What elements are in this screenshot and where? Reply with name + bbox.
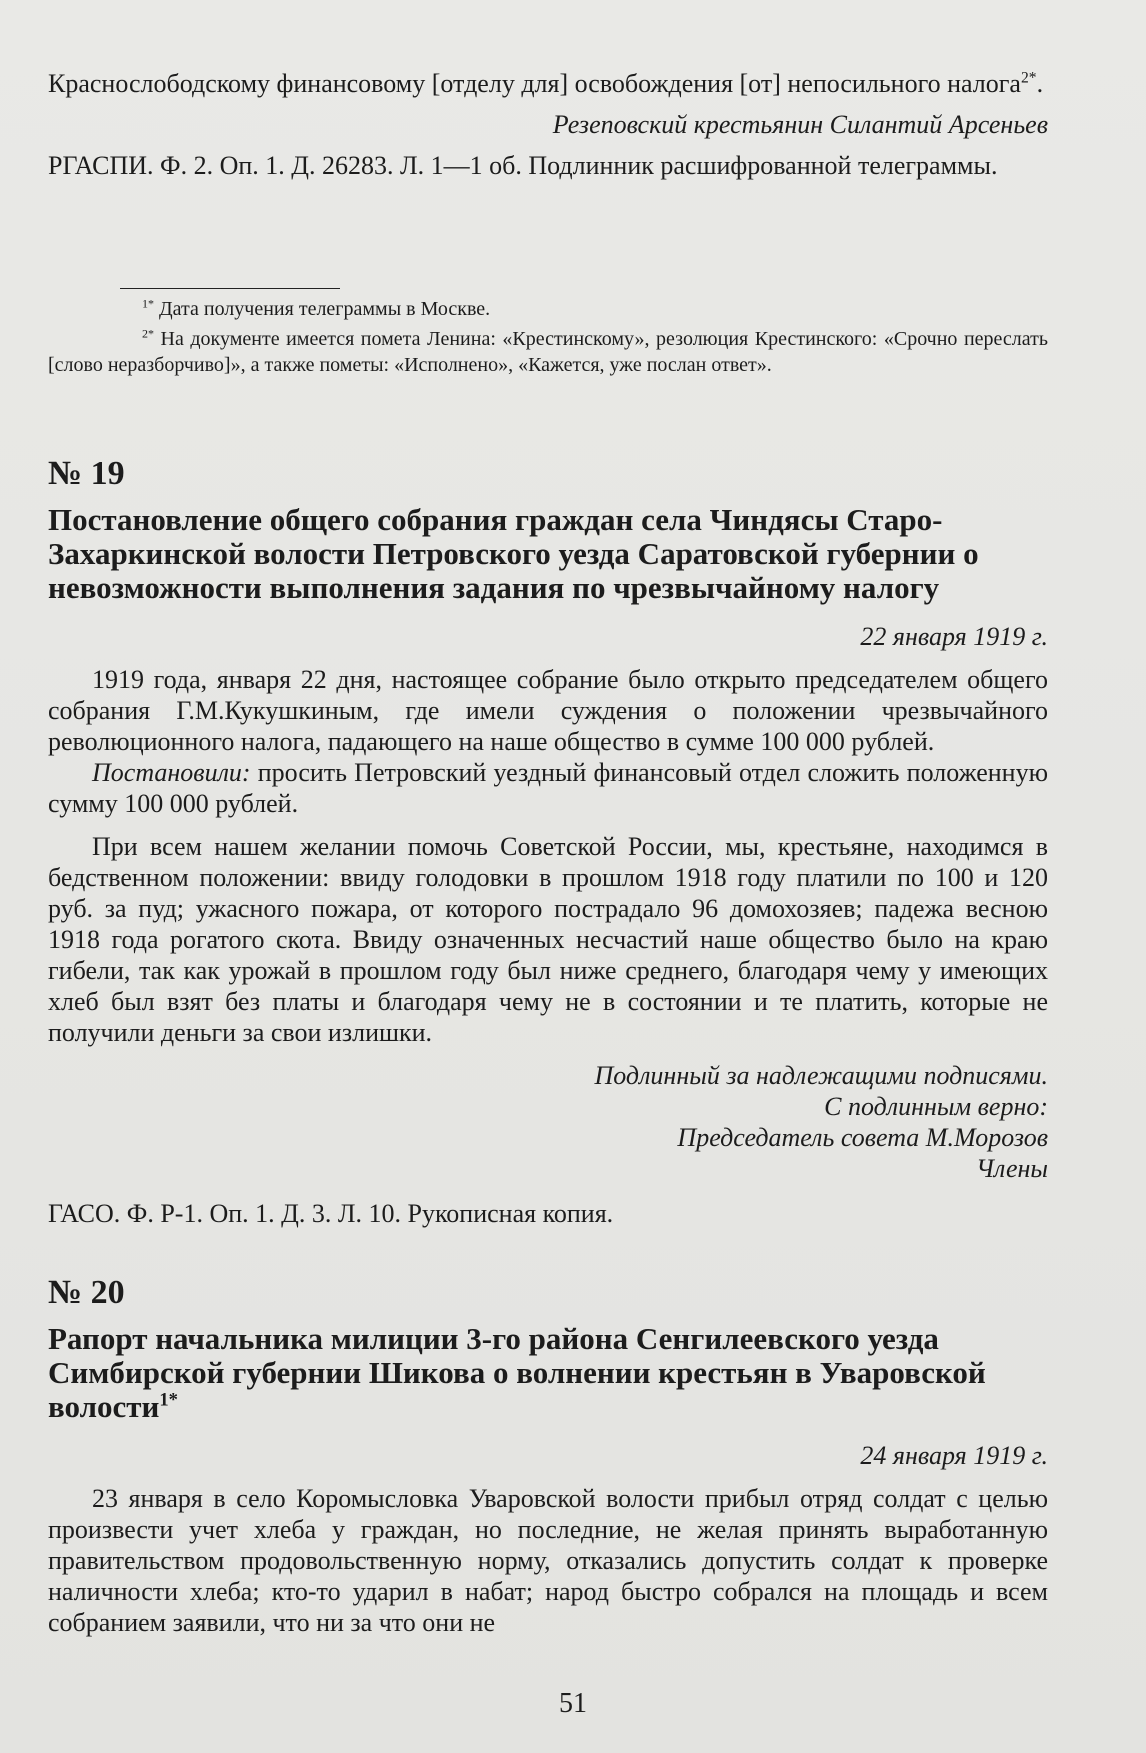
footnote-ref: 2* xyxy=(1020,69,1037,87)
document-date: 22 января 1919 г. xyxy=(860,622,1048,651)
sender-signature: Резеповский крестьянин Силантий Арсеньев xyxy=(552,110,1048,139)
document-title xyxy=(48,1322,1048,1424)
closing-text: Краснослободскому финансовому [отделу для] освобождения [от] непосильного налога xyxy=(48,69,1021,98)
closing-paragraph xyxy=(48,68,1048,99)
document-title: Постановление общего собрания граждан села Чиндясы Старо-Захаркинской волости Петровского уезда Саратовской губернии о невозможности выполнения задания по чрезвычайному налогу xyxy=(48,502,979,605)
footnote-divider xyxy=(120,288,340,289)
footnote-1-text: Дата получения телеграммы в Москве. xyxy=(159,298,491,320)
footnotes xyxy=(48,296,1048,378)
resolution-paragraph xyxy=(48,757,1048,819)
resolution-text: просить Петровский уездный финансовый отдел сложить положенную сумму 100 000 рублей. xyxy=(48,758,1048,818)
footnote-2-mark: 2* xyxy=(142,326,154,341)
footnote-1 xyxy=(48,296,1048,322)
footnote-1-mark: 1* xyxy=(142,296,154,311)
document-20 xyxy=(48,1274,1048,1638)
footnote-2-text: На документе имеется помета Ленина: «Крестинскому», резолюция Крестинского: «Срочно переслать [слово неразборчиво]», а также пометы: «Исполнено», «Кажется, уже послан ответ». xyxy=(48,328,1048,376)
signature-line-3: Председатель совета М.Морозов xyxy=(677,1123,1048,1152)
archive-reference: РГАСПИ. Ф. 2. Оп. 1. Д. 26283. Л. 1—1 об. Подлинник расшифрованной телеграммы. xyxy=(48,151,998,180)
document-title-text: Рапорт начальника милиции 3-го района Сенгилеевского уезда Симбирской губернии Шикова о волнении крестьян в Уваровской волости xyxy=(48,1321,986,1424)
footnote-2 xyxy=(48,326,1048,378)
paragraph-1: 1919 года, января 22 дня, настоящее собрание было открыто председателем общего собрания Г.М.Кукушкиным, где имели суждения о положении чрезвычайного революционного налога, падающего на наше общество в сумме 100 000 рублей. xyxy=(48,665,1048,756)
signature-line-2: С подлинным верно: xyxy=(824,1092,1048,1121)
document-19 xyxy=(48,455,1048,1229)
archive-reference: ГАСО. Ф. Р-1. Оп. 1. Д. 3. Л. 10. Рукописная копия. xyxy=(48,1199,614,1228)
resolution-label: Постановили: xyxy=(92,758,251,787)
signature-line-1: Подлинный за надлежащими подписями. xyxy=(594,1061,1048,1090)
paragraph-3: При всем нашем желании помочь Советской России, мы, крестьяне, находимся в бедственном положении: ввиду голодовки в прошлом 1918 году платили по 100 и 120 руб. за пуд; ужасного пожара, от которого пострадало 96 домохозяев; падежа весною 1918 года рогатого скота. Ввиду означенных несчастий наше общество было на краю гибели, так как урожай в прошлом году был ниже среднего, благодаря чему у имеющих хлеб был взят без платы и благодаря чему не в состоянии и те платить, которые не получили деньги за свои излишки. xyxy=(48,832,1048,1047)
previous-document-ending xyxy=(48,68,1048,181)
page-number: 51 xyxy=(559,1688,587,1719)
closing-period: . xyxy=(1036,69,1044,98)
document-date: 24 января 1919 г. xyxy=(860,1441,1048,1470)
document-number: № 19 xyxy=(48,455,125,492)
paragraph-1: 23 января в село Коромысловка Уваровской волости прибыл отряд солдат с целью произвести учет хлеба у граждан, но последние, не желая принять выработанную правительством продовольственную норму, отказались допустить солдат к проверке наличности хлеба; кто-то ударил в набат; народ быстро собрался на площадь и всем собранием заявили, что ни за что они не xyxy=(48,1484,1048,1637)
footnote-ref: 1* xyxy=(159,1389,178,1411)
signature-line-4: Члены xyxy=(976,1154,1048,1183)
document-number: № 20 xyxy=(48,1274,125,1311)
